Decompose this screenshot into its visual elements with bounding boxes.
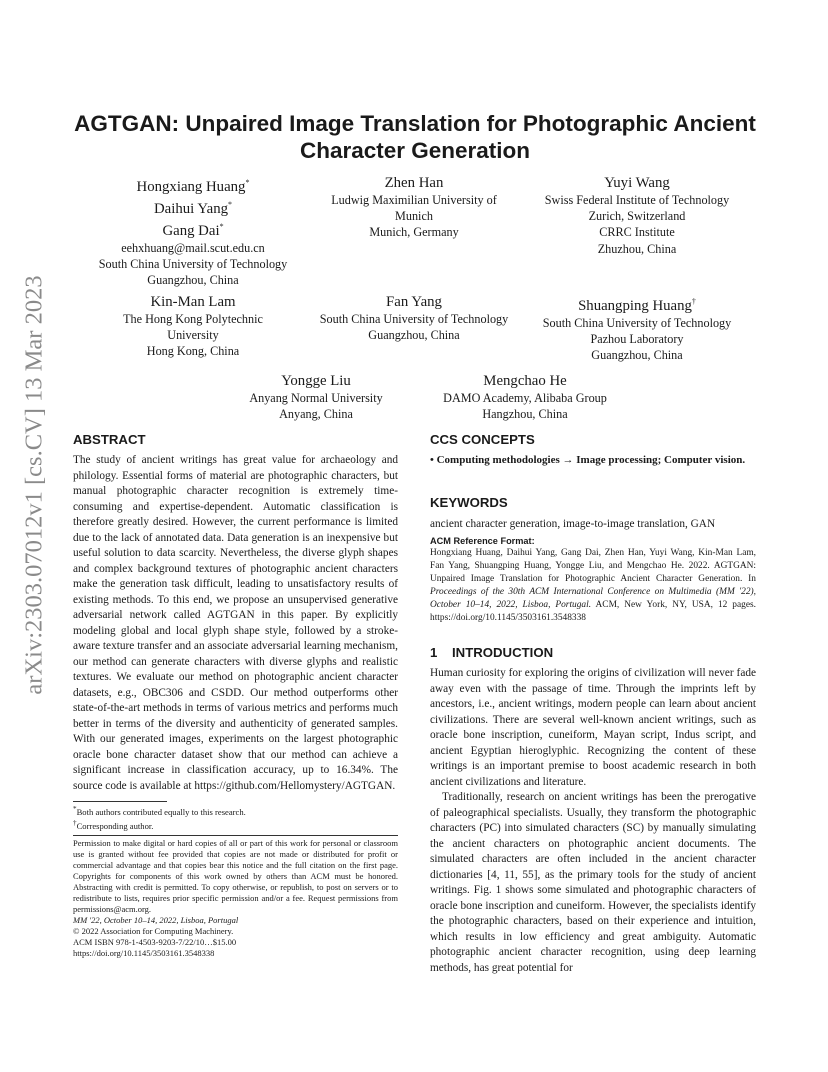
author-location: Zurich, Switzerland: [588, 209, 686, 224]
ccs-heading: CCS CONCEPTS: [430, 432, 535, 447]
author-affiliation: Swiss Federal Institute of Technology: [544, 193, 730, 207]
author-location: Guangzhou, China: [591, 348, 683, 363]
abstract-text: The study of ancient writings has great value for archaeology and philology. Essential forms of material are photographic characters, but manual photographic character recognition is extremely time-consuming and expertise-dependent. Automatic classification is therefore greatly desired. However, the current performance is limited due to the lack of annotated data. Data generation is an inexpensive but useful solution to data scarcity. Nevertheless, the diverse glyph shapes and complex background textures of photographic ancient characters make the generation task difficult, leading to unsatisfactory results of existing methods. To this end, we propose an unsupervised generative adversarial network called AGTGAN in this paper. By explicitly modeling global and local glyph shape style, followed by a stroke-aware texture transfer and an associate adversarial learning mechanism, our method can generate characters with diverse glyphs and realistic textures. We evaluate our method on photographic ancient character datasets, e.g., OBC306 and CSDD. Our method outperforms other state-of-the-art methods in terms of various metrics and performs much better in terms of the diversity and authenticity of generated samples. With our generated images, experiments on the largest photographic oracle bone character dataset show that our method can achieve a significant increase in classification accuracy, up to 16.34%. The source code is available at https://github.com/Hellomystery/AGTGAN.: [73, 454, 398, 792]
author-block-6: [526, 293, 748, 364]
author-affiliation: The Hong Kong Polytechnic: [123, 312, 263, 326]
author-block-8: [415, 372, 635, 422]
author-affiliation: CRRC Institute: [599, 225, 675, 240]
author-name: Fan Yang: [386, 294, 442, 310]
conference-venue: MM '22, October 10–14, 2022, Lisboa, Portugal: [73, 915, 239, 925]
keywords-section: [430, 495, 756, 533]
author-affiliation: South China University of Technology: [98, 256, 288, 271]
introduction-heading: [430, 645, 756, 661]
author-name: Yuyi Wang: [604, 175, 670, 191]
bullet: •: [430, 454, 434, 466]
isbn-line: ACM ISBN 978-1-4503-9203-7/22/10…$15.00: [73, 937, 237, 947]
footnote-rule: [73, 801, 167, 802]
author-location: Munich, Germany: [369, 225, 459, 240]
author-block-1: [84, 174, 302, 288]
author-affiliation: South China University of Technology: [542, 315, 732, 330]
author-block-7: [206, 372, 426, 422]
author-location: Guangzhou, China: [368, 328, 460, 343]
author-location: Zhuzhou, China: [597, 241, 677, 256]
title-line-1: AGTGAN: Unpaired Image Translation for Photographic Ancient: [74, 111, 756, 136]
acm-reference-heading: ACM Reference Format:: [430, 536, 535, 546]
author-affiliation: Anyang Normal University: [249, 391, 383, 405]
author-name: Daihui Yang: [154, 200, 228, 217]
permission-rule: [73, 835, 398, 836]
author-location: Hong Kong, China: [146, 344, 240, 359]
author-name: Mengchao He: [483, 373, 567, 389]
corresponding-mark: †: [691, 297, 696, 306]
author-name: Shuangping Huang: [578, 297, 692, 314]
author-affiliation: Ludwig Maximilian University of: [331, 193, 497, 207]
arxiv-id: arXiv:2303.07012v1 [cs.CV] 13 Mar 2023: [21, 275, 49, 695]
keywords-text: ancient character generation, image-to-image translation, GAN: [430, 518, 716, 530]
permission-block: [73, 838, 398, 959]
author-name: Kin-Man Lam: [150, 294, 236, 310]
equal-contribution-mark: *: [219, 221, 224, 231]
author-block-4: [84, 293, 302, 360]
author-block-2: [305, 174, 523, 241]
acm-reference-text: Hongxiang Huang, Daihui Yang, Gang Dai, Zhen Han, Yuyi Wang, Kin-Man Lam, Fan Yang, Shuangping Huang, Yongge Liu, and Mengchao He. 2022. AGTGAN: Unpaired Image Translation for Photographic Ancient Character Generation. In Proceedings of the 30th ACM International Conference on Multimedia (MM '22), October 10–14, 2022, Lisboa, Portugal. ACM, New York, NY, USA, 12 pages. https://doi.org/10.1145/3503161.3548338: [430, 548, 756, 623]
doi-link[interactable]: https://doi.org/10.1145/3503161.3548338: [73, 948, 215, 958]
author-email: eehxhuang@mail.scut.edu.cn: [121, 240, 265, 255]
intro-paragraph-1: Human curiosity for exploring the origins of civilization will never fade away even with the passage of time. Through the imprints left by ancestors, i.e., ancient writings, modern people can learn about ancient civilizations. There are several well-known ancient writings, such as oracle bone inscription, cuneiform, Mayan script, Indus script, and ancient Egyptian hieroglyphic. Recognizing the content of these writings is an important premise to boost academic research in both ancient civilizations and literature.: [430, 667, 756, 788]
footnote-equal: *Both authors contributed equally to this research.: [73, 805, 246, 817]
section-number: 1: [430, 645, 438, 660]
author-location: Anyang, China: [279, 407, 353, 422]
author-block-5: [305, 293, 523, 343]
proceedings-name: Proceedings of the 30th ACM International Conference on Multimedia (MM '22), October 10–14, 2022, Lisboa, Portugal.: [430, 587, 756, 610]
paper-title: [60, 110, 770, 164]
equal-contribution-mark: *: [245, 178, 250, 187]
author-name: Hongxiang Huang: [136, 178, 246, 195]
abstract-section: [73, 432, 398, 794]
author-name: Gang Dai: [162, 222, 220, 239]
title-line-2: Character Generation: [299, 138, 531, 163]
keywords-heading: KEYWORDS: [430, 495, 508, 510]
ccs-text: [430, 453, 756, 469]
abstract-heading: ABSTRACT: [73, 432, 146, 447]
footnote-corresponding: †Corresponding author.: [73, 818, 154, 831]
footnotes: [73, 804, 398, 832]
copyright-line: © 2022 Association for Computing Machinery.: [73, 926, 234, 936]
author-location: Guangzhou, China: [147, 273, 239, 288]
author-location: Hangzhou, China: [482, 407, 568, 422]
introduction-section: [430, 645, 756, 976]
section-title: INTRODUCTION: [452, 645, 554, 660]
author-block-3: [526, 174, 748, 257]
author-affiliation: DAMO Academy, Alibaba Group: [443, 391, 607, 405]
author-name: Zhen Han: [384, 175, 444, 191]
author-name: Yongge Liu: [281, 373, 351, 389]
acm-reference-section: [430, 536, 756, 625]
equal-contribution-mark: *: [228, 199, 232, 209]
author-affiliation: Pazhou Laboratory: [590, 332, 684, 347]
author-affiliation: Munich: [395, 209, 433, 224]
intro-paragraph-2: Traditionally, research on ancient writings has been the prerogative of paleographical specialists. Usually, they transform the photographic characters (PC) into simulated characters (SC) by manually simulating the ancient characters on photographic ancient documents. The simulated characters are often included in the ancient character dictionaries [4, 11, 55], as the primary tools for the study of ancient writings. Fig. 1 shows some simulated and photographic characters of oracle bone inscription and cuneiform. However, the specialists identify the photographic characters, based on their experience and intuition, which results in low efficiency and great ambiguity. Automatic photographic ancient character recognition, using deep learning methods, has great potential for: [430, 791, 756, 974]
ccs-section: [430, 432, 756, 469]
arxiv-stamp: [20, 275, 50, 695]
author-affiliation: University: [167, 328, 219, 343]
author-affiliation: South China University of Technology: [319, 312, 509, 326]
permission-text: Permission to make digital or hard copies of all or part of this work for personal or classroom use is granted without fee provided that copies are not made or distributed for profit or commercial advantage and that copies bear this notice and the full citation on the first page. Copyrights for components of this work owned by others than ACM must be honored. Abstracting with credit is permitted. To copy otherwise, or republish, to post on servers or to redistribute to lists, requires prior specific permission and/or a fee. Request permissions from permissions@acm.org.: [73, 838, 398, 914]
ccs-concepts: Computing methodologies → Image processing; Computer vision.: [436, 454, 746, 466]
